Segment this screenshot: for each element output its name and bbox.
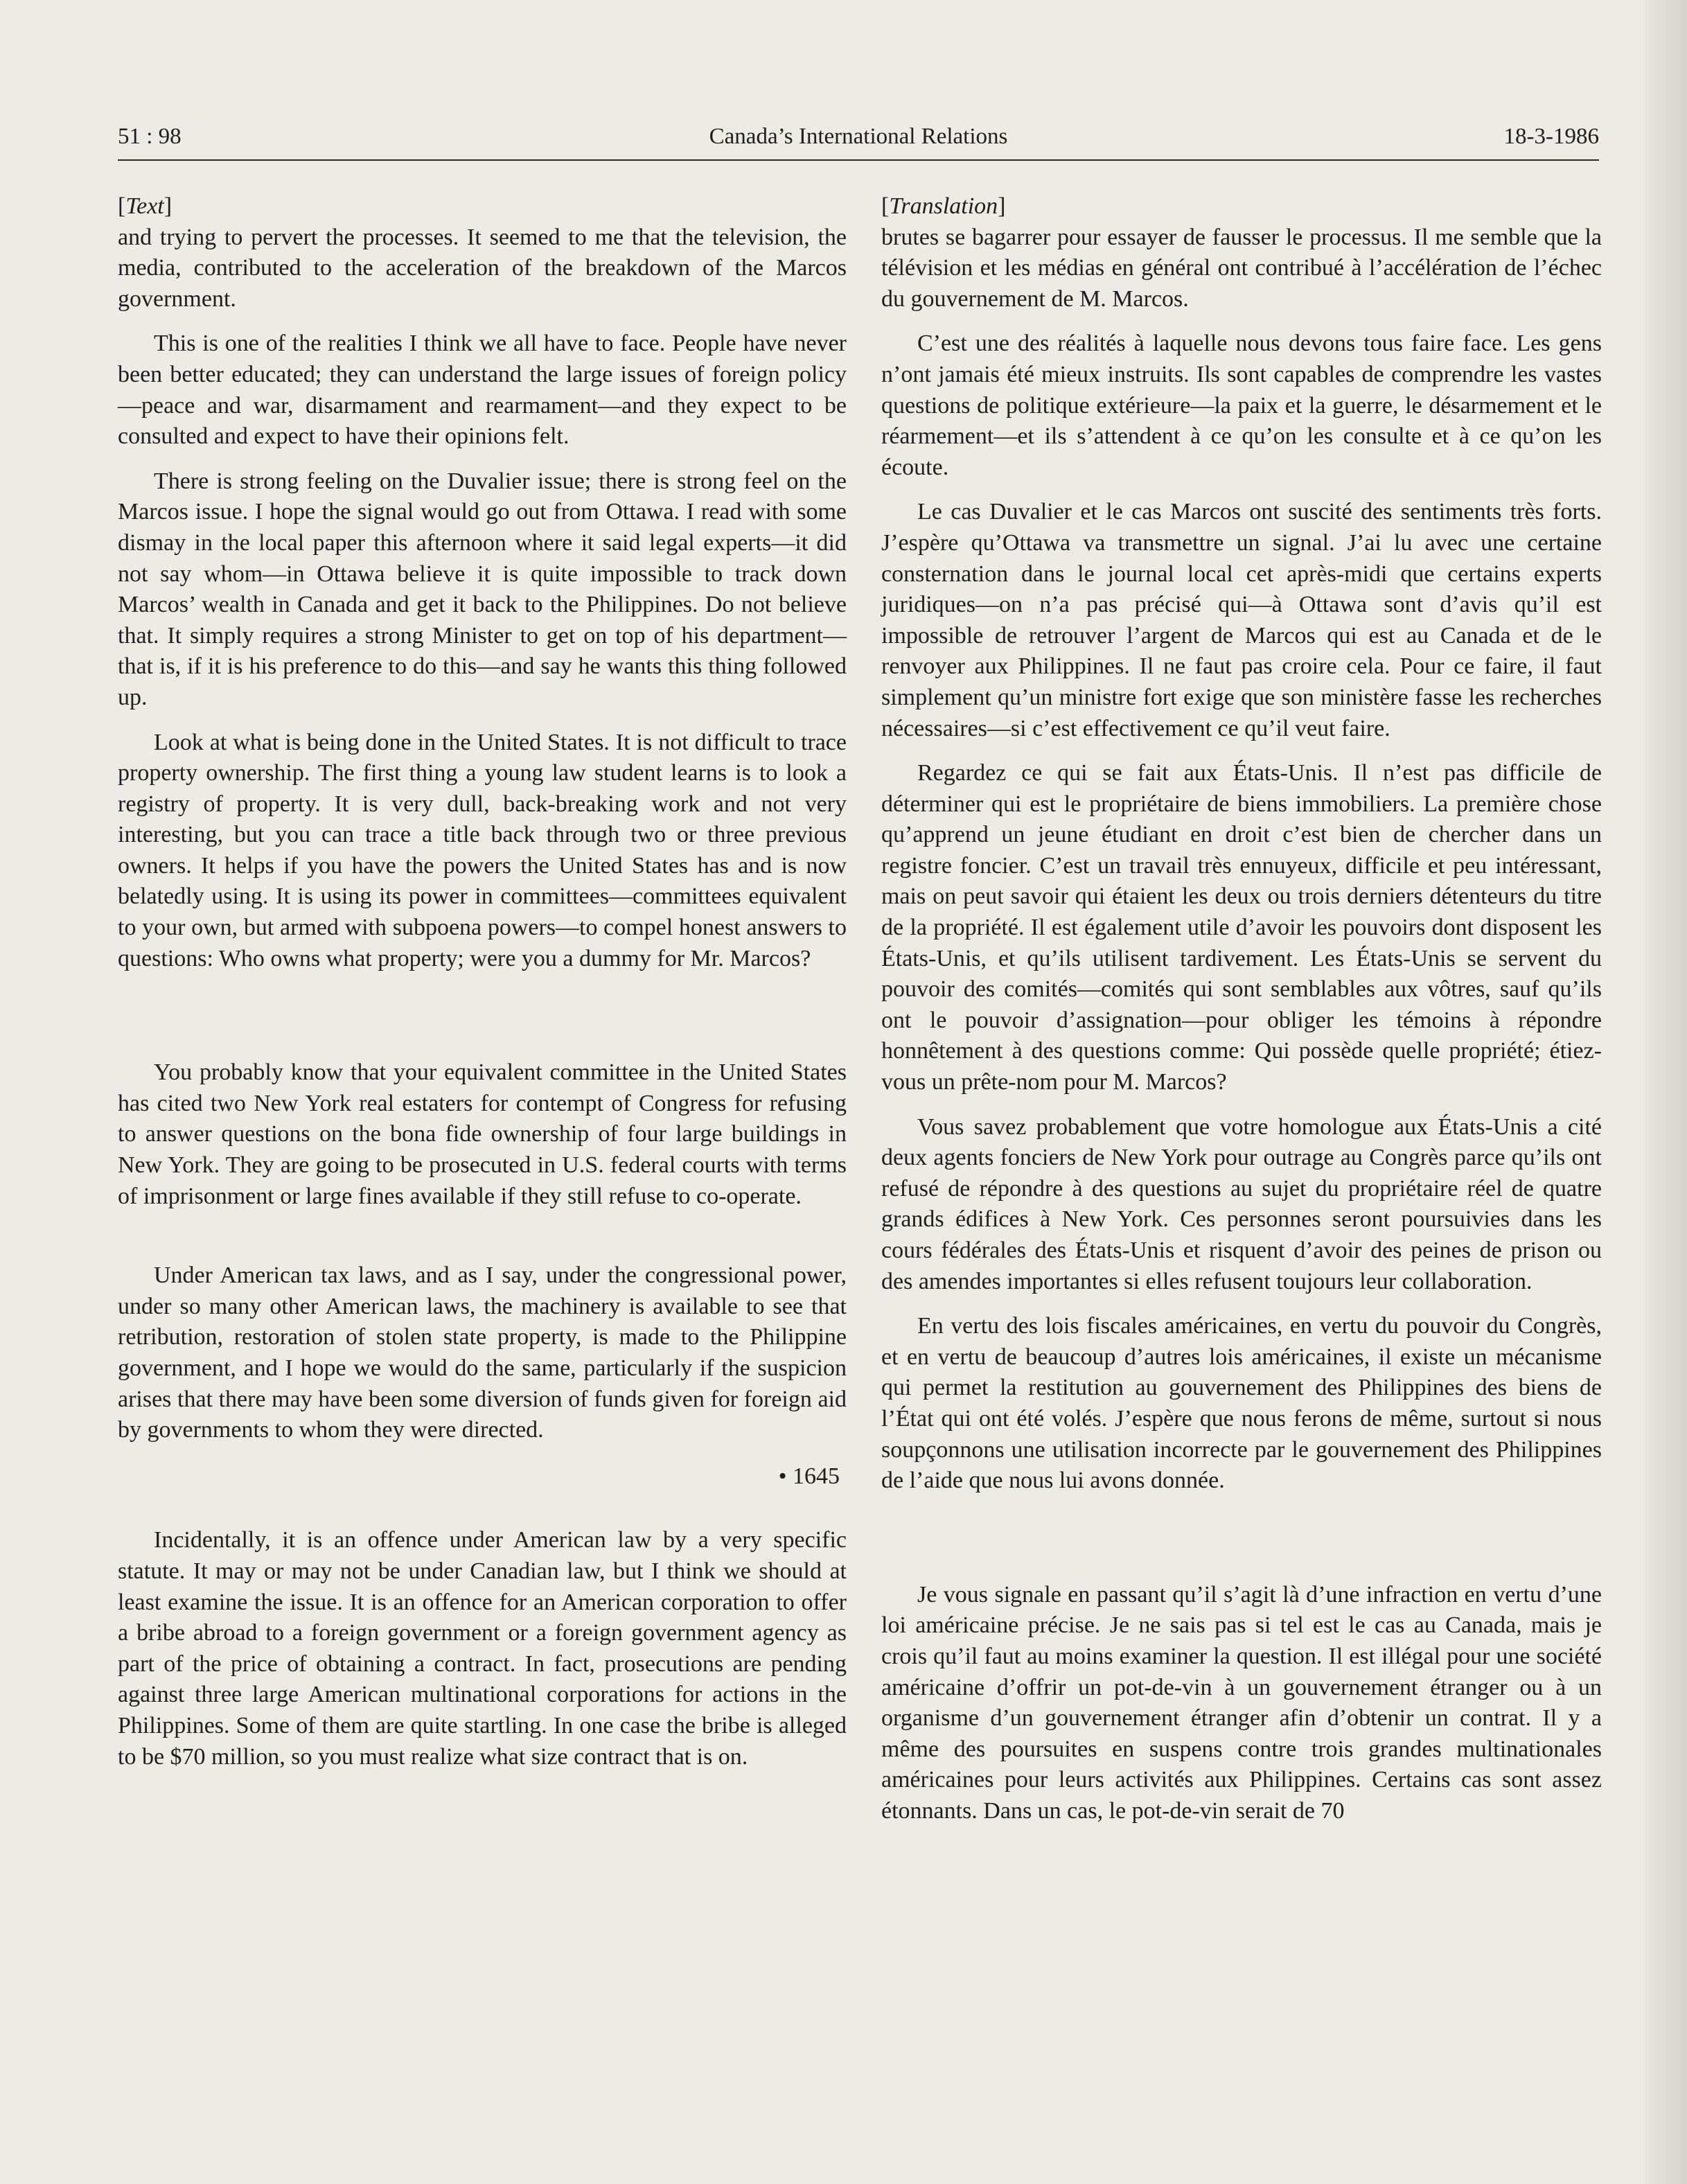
french-paragraph: Je vous signale en passant qu’il s’agit là d’une infraction en vertu d’une loi américaine précise. Je ne sais pas si tel est le cas au Canada, mais je crois qu’il faut au moins examiner la question. Il est illégal pour une société américaine d’offrir un pot-de-vin à un gouvernement étranger ou à un organisme d’un gouvernement étranger afin d’obtenir un contrat. Il y a même des poursuites en suspens contre trois grandes multinationales américaines pour leurs activités aux Philippines. Certains cas sont assez étonnants. Dans un cas, le pot-de-vin serait de 70 [881, 1581, 1602, 1824]
french-label-text: Translation [889, 193, 998, 219]
english-column-label: [Text] [118, 193, 173, 219]
publication-title: Canada’s International Relations [709, 124, 1008, 149]
french-paragraph: C’est une des réalités à laquelle nous devons tous faire face. Les gens n’ont jamais été mieux instruits. Ils sont capables de comprendre les vastes questions de politique extérieure—la paix et la guerre, le désarmement et le réarmement—et ils s’attendent à ce qu’on les consulte et à ce qu’on les écoute. [881, 331, 1602, 480]
running-header [118, 119, 1599, 154]
header-rule [118, 159, 1599, 161]
page-edge-shadow [1645, 0, 1687, 2184]
english-paragraph: Incidentally, it is an offence under American law by a very specific statute. It may or may not be under Canadian law, but I think we should at least examine the issue. It is an offence for an American corporation to offer a bribe abroad to a foreign government or a foreign government agency as part of the price of obtaining a contract. In fact, prosecutions are pending against three large American multinational corporations for actions in the Philippines. Some of them are quite startling. In one case the bribe is alleged to be $70 million, so you must realize what size contract that is on. [118, 1527, 847, 1770]
english-column [118, 191, 847, 1772]
english-paragraph: You probably know that your equivalent committee in the United States has cited two New York real estaters for contempt of Congress for refusing to answer questions on the bona fide ownership of four large buildings in New York. They are going to be prosecuted in U.S. federal courts with terms of imprisonment or large fines available if they still refuse to co-operate. [118, 1059, 847, 1209]
english-paragraph: Look at what is being done in the United States. It is not difficult to trace property ownership. The first thing a young law student learns is to look a registry of property. It is very dull, back-breaking work and not very interesting, but you can trace a title back through two or three previous owners. It helps if you have the powers the United States has and is now belatedly using. It is using its power in committees—committees equivalent to your own, but armed with subpoena powers—to compel honest answers to questions: Who owns what property; were you a dummy for Mr. Marcos? [118, 729, 847, 971]
english-paragraph: There is strong feeling on the Duvalier issue; there is strong feel on the Marcos issue. I hope the signal would go out from Ottawa. I read with some dismay in the local paper this afternoon where it said legal experts—it did not say whom—in Ottawa believe it is quite impossible to track down Marcos’ wealth in Canada and get it back to the Philippines. Do not believe that. It simply requires a strong Minister to get on top of his department—that is, if it is his preference to do this—and say he wants this thing followed up. [118, 468, 847, 710]
english-paragraph: and trying to pervert the processes. It seemed to me that the television, the media, contributed to the acceleration of the breakdown of the Marcos government. [118, 224, 847, 312]
french-paragraph: Vous savez probablement que votre homologue aux États-Unis a cité deux agents fonciers de New York pour outrage au Congrès parce qu’ils ont refusé de répondre à des questions au sujet du propriétaire réel de quatre grands édifices à New York. Ces personnes seront poursuivies dans les cours fédérales des États-Unis et risquent d’avoir des peines de prison ou des amendes importantes si elles refusent toujours leur collaboration. [881, 1113, 1602, 1294]
sitting-date: 18-3-1986 [1503, 124, 1599, 149]
english-paragraph: This is one of the realities I think we all have to face. People have never been better educated; they can understand the large issues of foreign policy—peace and war, disarmament and rearmament—and they expect to be consulted and expect to have their opinions felt. [118, 331, 847, 450]
english-paragraph: Under American tax laws, and as I say, under the congressional power, under so many other American laws, the machinery is available to see that retribution, restoration of stolen state property, is made to the Philippine government, and I hope we would do the same, particularly if the suspicion arises that there may have been some diversion of funds given for foreign aid by governments to whom they were directed. [118, 1262, 847, 1443]
french-column [881, 191, 1602, 1827]
time-marker: • 1645 [778, 1463, 840, 1489]
french-paragraph: Le cas Duvalier et le cas Marcos ont suscité des sentiments très forts. J’espère qu’Ottawa va transmettre un signal. J’ai lu avec une certaine consternation dans le journal local cet après-midi que certains experts juridiques—on n’a pas précisé qui—à Ottawa sont d’avis qu’il est impossible de retrouver l’argent de Marcos qui est au Canada et de le renvoyer aux Philippines. Il ne faut pas croire cela. Pour ce faire, il faut simplement qu’un ministre fort exige que son ministère fasse les recherches nécessaires—si c’est effectivement ce qu’il veut faire. [881, 499, 1602, 741]
french-column-label: [Translation] [881, 193, 1006, 219]
french-paragraph: Regardez ce qui se fait aux États-Unis. Il n’est pas difficile de déterminer qui est le propriétaire de biens immobiliers. La première chose qu’apprend un jeune étudiant en droit c’est bien de chercher dans un registre foncier. C’est un travail très ennuyeux, difficile et peu intéressant, mais on peut savoir qui étaient les deux ou trois derniers détenteurs du titre de la propriété. Il est également utile d’avoir les pouvoirs dont disposent les États-Unis, et qu’ils utilisent tardivement. Les États-Unis se servent du pouvoir des comités—comités qui sont semblables aux vôtres, sauf qu’ils ont le pouvoir d’assignation—pour obliger les témoins à répondre honnêtement à des questions comme: Qui possède quelle propriété; étiez-vous un prête-nom pour M. Marcos? [881, 760, 1602, 1095]
french-paragraph: En vertu des lois fiscales américaines, en vertu du pouvoir du Congrès, et en vertu de beaucoup d’autres lois américaines, il existe un mécanisme qui permet la restitution au gouvernement des Philippines des biens de l’État qui ont été volés. J’espère que nous ferons de même, surtout si nous soupçonnons une utilisation incorrecte par le gouvernement des Philippines de l’aide que nous lui avons donnée. [881, 1313, 1602, 1494]
french-paragraph: brutes se bagarrer pour essayer de fausser le processus. Il me semble que la télévision et les médias en général ont contribué à l’accélération de l’échec du gouvernement de M. Marcos. [881, 224, 1602, 312]
page-reference: 51 : 98 [118, 124, 182, 149]
english-label-text: Text [125, 193, 164, 219]
